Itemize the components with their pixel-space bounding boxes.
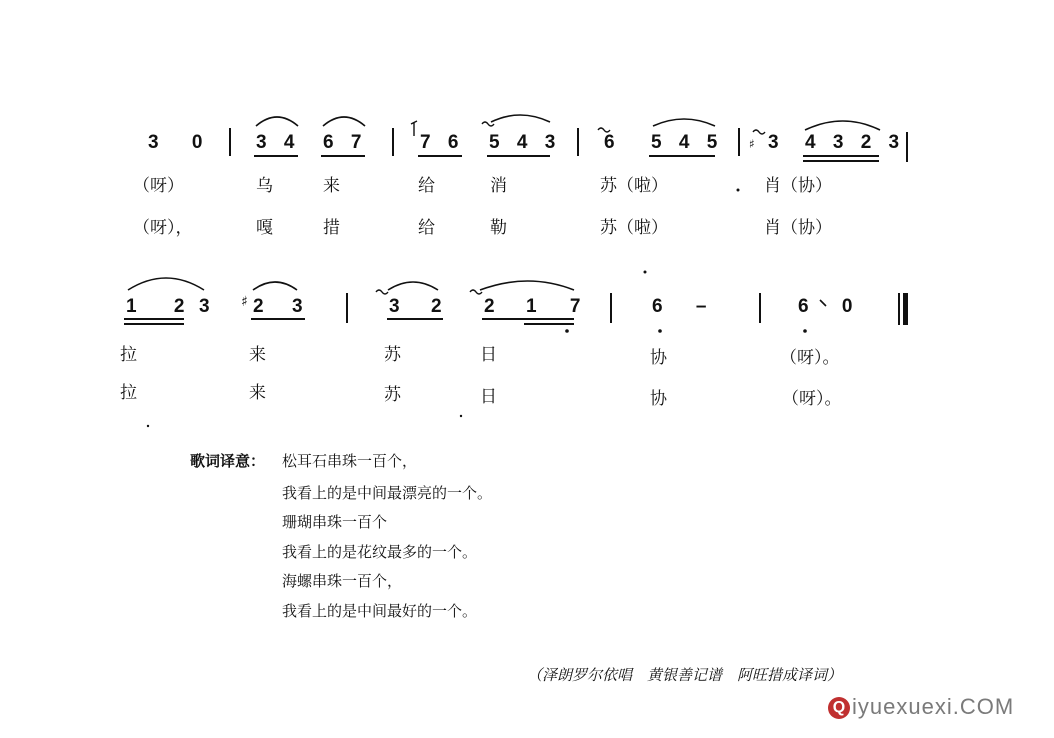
note-group: 3 [292, 296, 303, 317]
note-group: 1 7 [526, 296, 595, 317]
svg-text:♯: ♯ [241, 294, 248, 310]
note-group: 3 [389, 296, 400, 317]
bar-line [759, 293, 761, 323]
svg-text:♯: ♯ [749, 137, 755, 151]
note-group: 5 4 3 [489, 132, 562, 153]
lyric-syllable: 苏 [384, 345, 401, 365]
lyric-syllable: 来 [249, 345, 266, 365]
lyric-syllable: 给 [418, 176, 435, 196]
lyric-syllable: （呀）。 [782, 389, 842, 409]
lyric-syllable: 肖（协） [764, 218, 832, 238]
bar-line [610, 293, 612, 323]
note-group: 2 [431, 296, 442, 317]
note-group: 1 2 [126, 296, 201, 317]
meaning-label: 歌词译意： [190, 452, 266, 470]
credit-line: （泽朗罗尔依唱 黄银善记谱 阿旺措成译词） [527, 666, 843, 684]
lyric-syllable: （呀） [133, 176, 184, 196]
lyric-syllable: 给 [418, 218, 435, 238]
final-bar-thin [898, 293, 900, 325]
lyric-syllable: 来 [249, 383, 266, 403]
meaning-line: 松耳石串珠一百个， [282, 452, 418, 470]
watermark-text: iyuexuexi.COM [852, 694, 1015, 719]
note-group: 3 [768, 132, 779, 153]
lyric-syllable: 苏 [384, 385, 401, 405]
beam-line [124, 318, 184, 320]
beam-line [387, 318, 443, 320]
meaning-line: 我看上的是中间最漂亮的一个。 [282, 484, 493, 502]
note-group: 4 3 2 3 [805, 132, 906, 153]
lyric-syllable: 苏（啦） [600, 176, 668, 196]
note-group: 3 [199, 296, 210, 317]
note-group: 6 [604, 132, 615, 153]
lyric-syllable: 乌 [256, 176, 273, 196]
beam-line [251, 318, 305, 320]
lyric-syllable: （呀）， [133, 218, 193, 238]
lyric-syllable: 嘎 [256, 218, 273, 238]
beam-line [124, 323, 184, 325]
lyric-syllable: （呀）。 [780, 348, 840, 368]
note-group: 3 4 [256, 132, 301, 153]
note-group: 7 6 [420, 132, 465, 153]
lyric-syllable: 拉 [120, 345, 137, 365]
lyric-syllable: 勒 [490, 218, 507, 238]
note-group: 3 0 [148, 132, 217, 153]
lyric-syllable: 日 [480, 345, 497, 365]
meaning-line: 我看上的是花纹最多的一个。 [282, 543, 478, 561]
meaning-line: 珊瑚串珠一百个 [282, 513, 388, 531]
note-group: 6 0 [798, 296, 867, 317]
final-bar-thick [903, 293, 908, 325]
beam-line [482, 318, 574, 320]
lyric-syllable: 拉 [120, 383, 137, 403]
note-group: 5 4 5 [651, 132, 724, 153]
meaning-line: 海螺串珠一百个， [282, 572, 403, 590]
watermark-logo-icon: Q [828, 697, 850, 719]
bar-line [346, 293, 348, 323]
lyric-syllable: 日 [480, 387, 497, 407]
lyric-syllable: 协 [650, 389, 667, 409]
note-group: 6 – [652, 296, 721, 317]
note-group: 6 7 [323, 132, 368, 153]
lyric-syllable: 措 [323, 218, 340, 238]
note-group: 2 [484, 296, 495, 317]
note-group: 2 [253, 296, 264, 317]
meaning-line: 我看上的是中间最好的一个。 [282, 602, 478, 620]
lyric-syllable: 协 [650, 348, 667, 368]
lyric-syllable: 肖（协） [764, 176, 832, 196]
lyric-syllable: 苏（啦） [600, 218, 668, 238]
lyric-syllable: 来 [323, 176, 340, 196]
lyric-syllable: 消 [490, 176, 507, 196]
beam-line [524, 323, 574, 325]
